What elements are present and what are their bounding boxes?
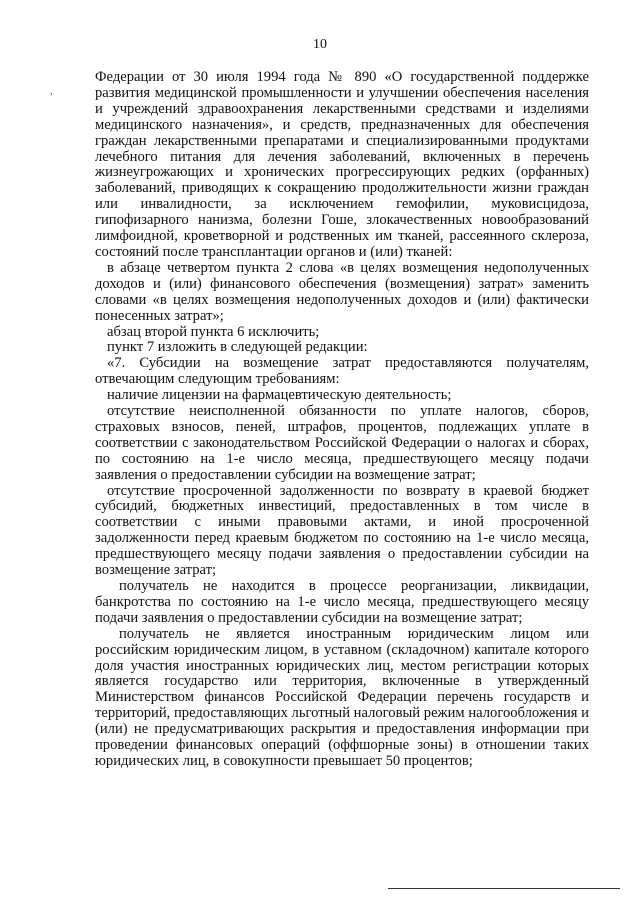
paragraph: пункт 7 изложить в следующей редакции:: [107, 339, 368, 356]
document-body: [95, 70, 589, 770]
paragraph: отсутствие неисполненной обязанности по уплате налогов, сборов, страховых взносов, пеней, штрафов, процентов, подлежащих уплате в соответствии с законодательством Российской Федерации о налогах и сборах, по состоянию на 1-е число месяца, предшествующего месяцу подачи заявления о предоставлении субсидии на возмещение затрат;: [95, 403, 589, 483]
footer-divider: [388, 888, 620, 889]
paragraph: получатель не находится в процессе реорганизации, ликвидации, банкротства по состоянию на 1-е число месяца, предшествующего месяцу подачи заявления о предоставлении субсидии на возмещение затрат;: [95, 578, 589, 626]
margin-mark: ,: [50, 85, 53, 97]
paragraph: отсутствие просроченной задолженности по возврату в краевой бюджет субсидий, бюджетных инвестиций, предоставленных в том числе в соответствии с иными правовыми актами, и иной просроченной задолженности перед краевым бюджетом по состоянию на 1-е число месяца, предшествующего месяцу подачи заявления о предоставлении субсидии на возмещение затрат;: [95, 482, 589, 579]
paragraph: «7. Субсидии на возмещение затрат предоставляются получателям, отвечающим следующим требованиям:: [95, 355, 589, 388]
paragraph: получатель не является иностранным юридическим лицом или российским юридическим лицом, в уставном (складочном) капитале которого доля участия иностранных юридических лиц, местом регистрации которых является государство или территория, включенные в утвержденный Министерством финансов Российской Федерации перечень государств и территорий, предоставляющих льготный налоговый режим налогообложения и (или) не предусматривающих раскрытия и предоставления информации при проведении финансовых операций (оффшорные зоны) в отношении таких юридических лиц, в совокупности превышает 50 процентов;: [95, 625, 589, 769]
paragraph: абзац второй пункта 6 исключить;: [107, 323, 320, 340]
page-number: 10: [313, 37, 327, 52]
paragraph: в абзаце четвертом пункта 2 слова «в целях возмещения недополученных доходов и (или) финансового обеспечения (возмещения) затрат» заменить словами «в целях возмещения недополученных доходов и (или) фактически понесенных затрат»;: [95, 259, 589, 324]
paragraph: Федерации от 30 июля 1994 года № 890 «О государственной поддержке развития медицинской промышленности и улучшении обеспечения населения и учреждений здравоохранения лекарственными средствами и изделиями медицинского назначения», и средств, предназначенных для обеспечения граждан лекарственными препаратами и специализированными продуктами лечебного питания для лечения заболеваний, включенных в перечень жизнеугрожающих и хронических прогрессирующих редких (орфанных) заболеваний, приводящих к сокращению продолжительности жизни граждан или инвалидности, за исключением гемофилии, муковисцидоза, гипофизарного нанизма, болезни Гоше, злокачественных новообразований лимфоидной, кроветворной и родственных им тканей, рассеянного склероза, состояний после трансплантации органов и (или) тканей:: [95, 69, 589, 260]
paragraph: наличие лицензии на фармацевтическую деятельность;: [107, 387, 452, 404]
